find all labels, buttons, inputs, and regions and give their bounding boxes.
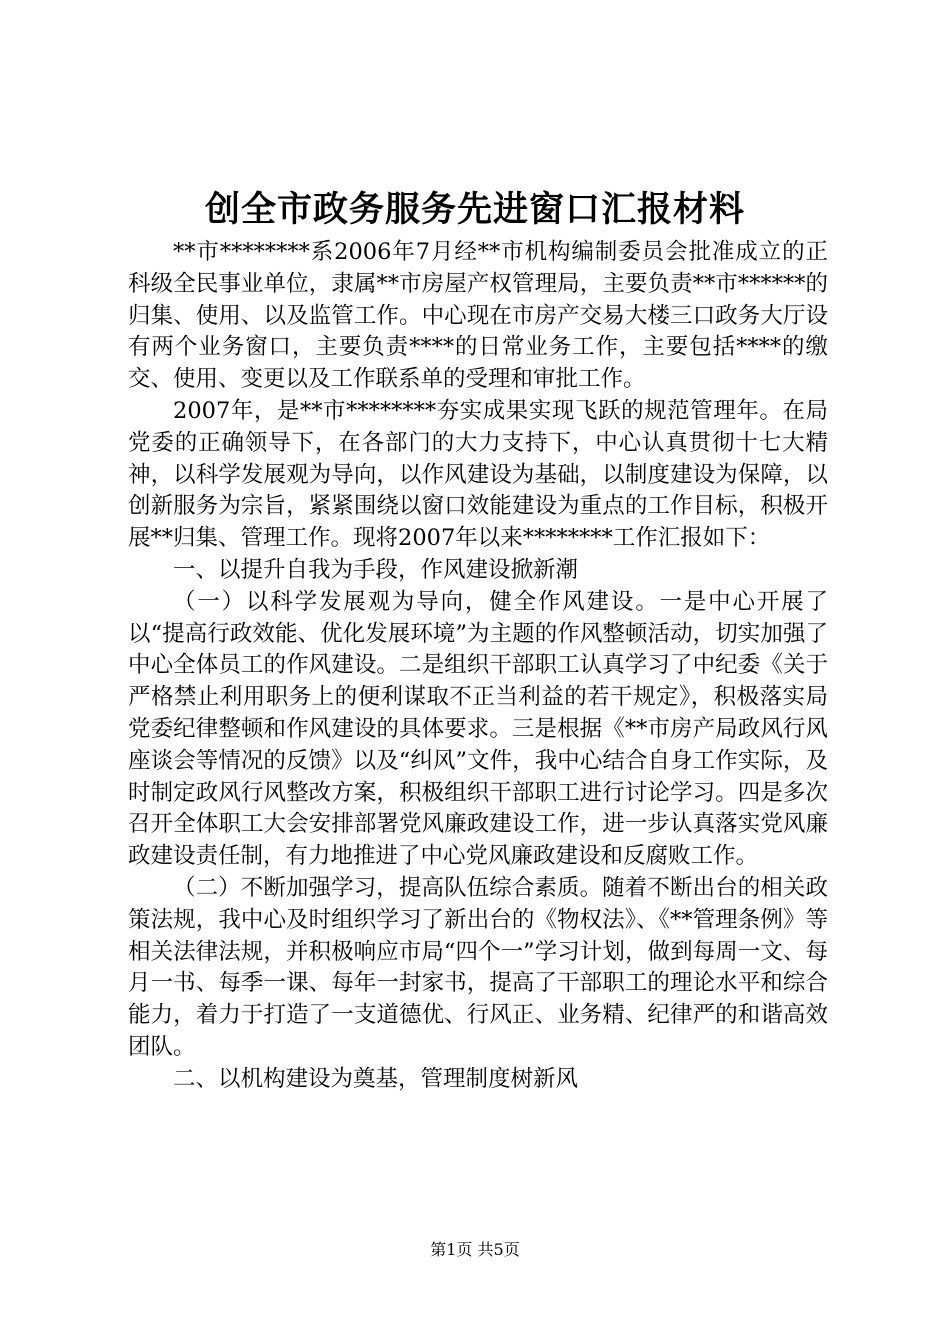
- paragraph-subsection-1: （一）以科学发展观为导向，健全作风建设。一是中心开展了以“提高行政效能、优化发展环境”为主题的作风整顿活动，切实加强了中心全体员工的作风建设。二是组织干部职工认真学习了中纪委《关于严格禁止利用职务上的便利谋取不正当利益的若干规定》，积极落实局党委纪律整顿和作风建设的具体要求。三是根据《**市房产局政风行风座谈会等情况的反馈》以及“纠风”文件，我中心结合自身工作实际，及时制定政风行风整改方案，积极组织干部职工进行讨论学习。四是多次召开全体职工大会安排部署党风廉政建设工作，进一步认真落实党风廉政建设责任制，有力地推进了中心党风廉政建设和反腐败工作。: [128, 588, 828, 870]
- page-footer: 第1页 共5页: [430, 1240, 520, 1259]
- paragraph-intro: **市********系2006年7月经**市机构编制委员会批准成立的正科级全民事业单位，隶属**市房屋产权管理局，主要负责**市******的归集、使用、以及监管工作。中心现在市房产交易大楼三口政务大厅设有两个业务窗口，主要负责****的日常业务工作，主要包括****的缴交、使用、变更以及工作联系单的受理和审批工作。: [128, 239, 828, 393]
- paragraph-subsection-2: （二）不断加强学习，提高队伍综合素质。随着不断出台的相关政策法规，我中心及时组织学习了新出台的《物权法》、《**管理条例》等相关法律法规，并积极响应市局“四个一”学习计划，做到每周一文、每月一书、每季一课、每年一封家书，提高了干部职工的理论水平和综合能力，着力于打造了一支道德优、行风正、业务精、纪律严的和谐高效团队。: [128, 874, 828, 1060]
- page-title: 创全市政务服务先进窗口汇报材料: [204, 189, 745, 230]
- section-heading-2: 二、以机构建设为奠基，管理制度树新风: [173, 1065, 579, 1092]
- document-body: [128, 237, 828, 1096]
- paragraph-overview-2007: 2007年，是**市********夯实成果实现飞跃的规范管理年。在局党委的正确领导下，在各部门的大力支持下，中心认真贯彻十七大精神，以科学发展观为导向，以作风建设为基础，以制度建设为保障，以创新服务为宗旨，紧紧围绕以窗口效能建设为重点的工作目标，积极开展**归集、管理工作。现将2007年以来********工作汇报如下：: [128, 397, 828, 552]
- section-heading-1: 一、以提升自我为手段，作风建设掀新潮: [173, 556, 579, 583]
